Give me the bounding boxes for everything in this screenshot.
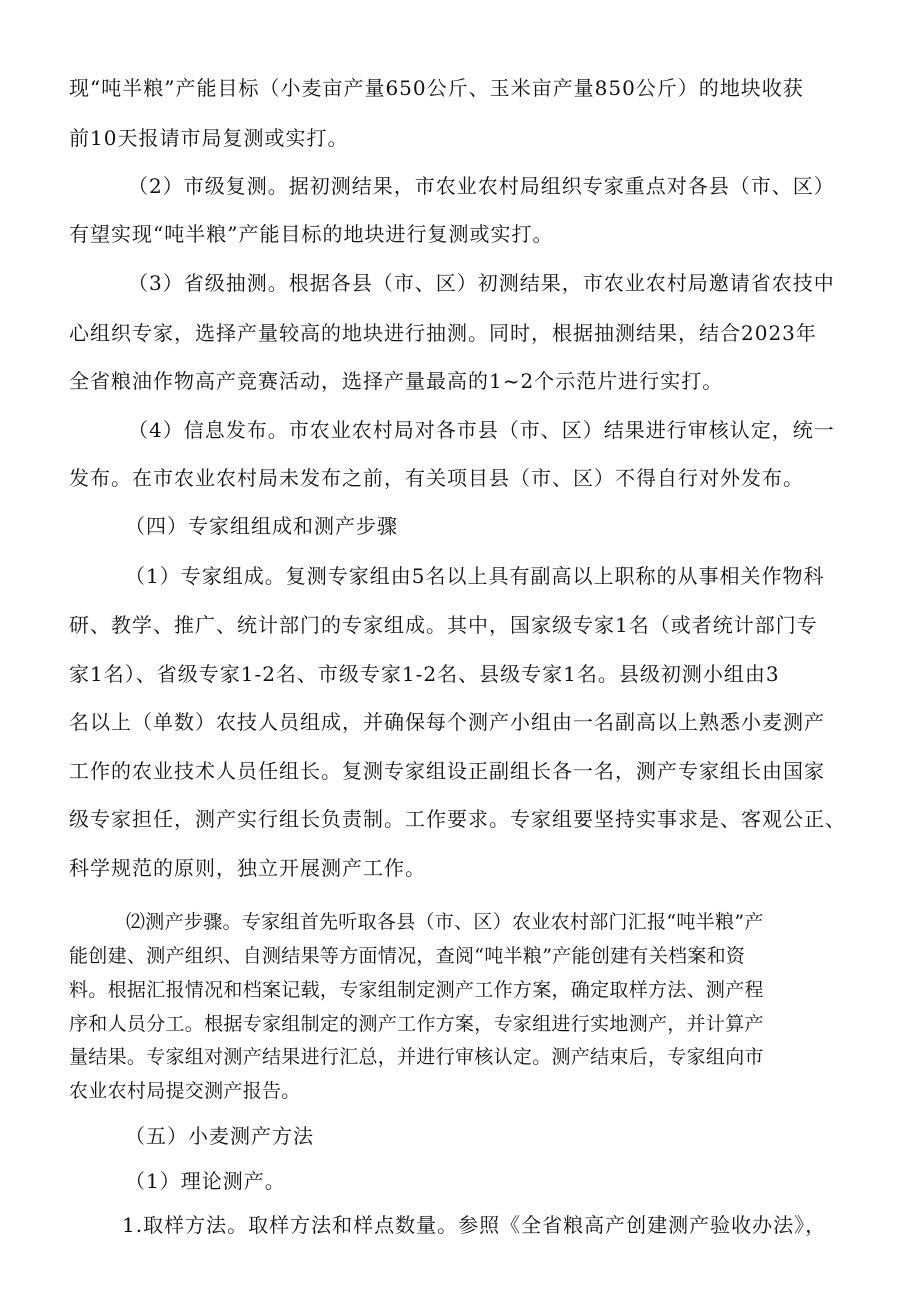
text-line: （3）省级抽测。根据各县（市、区）初测结果，市农业农村局邀请省农技中 — [128, 271, 835, 295]
text-line: 全省粮油作物高产竞赛活动，选择产量最高的1~2个示范片进行实打。 — [69, 369, 724, 393]
text-line: （2）市级复测。据初测结果，市农业农村局组织专家重点对各县（市、区） — [128, 174, 835, 198]
text-line: 前10天报请市局复测或实打。 — [69, 126, 349, 150]
text-line: 有望实现“吨半粮”产能目标的地块进行复测或实打。 — [69, 222, 554, 246]
text-line: 量结果。专家组对测产结果进行汇总，并进行审核认定。测产结束后，专家组向市 — [69, 1046, 764, 1068]
section-heading: （四）专家组组成和测产步骤 — [125, 514, 398, 538]
text-line: （4）信息发布。市农业农村局对各市县（市、区）结果进行审核认定，统一 — [128, 418, 835, 442]
text-line: 序和人员分工。根据专家组制定的测产工作方案，专家组进行实地测产，并计算产 — [69, 1013, 764, 1035]
text-line: 研、教学、推广、统计部门的专家组成。其中，国家级专家1名（或者统计部门专 — [69, 613, 818, 637]
text-line: 科学规范的原则，独立开展测产工作。 — [69, 856, 426, 880]
text-line: （1）专家组成。复测专家组由5名以上具有副高以上职称的从事相关作物科 — [125, 564, 825, 588]
subsection-heading: （1）理论测产。 — [125, 1169, 286, 1193]
text-line: 1.取样方法。取样方法和样点数量。参照《全省粮高产创建测产验收办法》， — [122, 1213, 827, 1237]
text-line: 发布。在市农业农村局未发布之前，有关项目县（市、区）不得自行对外发布。 — [69, 466, 804, 490]
text-line: 级专家担任，测产实行组长负责制。工作要求。专家组要坚持实事求是、客观公正、 — [69, 807, 846, 831]
text-line: 现“吨半粮”产能目标（小麦亩产量650公斤、玉米亩产量850公斤）的地块收获 — [69, 76, 804, 100]
text-line: 心组织专家，选择产量较高的地块进行抽测。同时，根据抽测结果，结合2023年 — [69, 321, 817, 345]
text-line: 能创建、测产组织、自测结果等方面情况，查阅“吨半粮”产能创建有关档案和资 — [69, 945, 746, 967]
text-line: 家1名）、省级专家1-2名、市级专家1-2名、县级专家1名。县级初测小组由3 — [69, 662, 780, 686]
text-line: 料。根据汇报情况和档案记载，专家组制定测产工作方案，确定取样方法、测产程 — [69, 979, 764, 1001]
text-line: 名以上（单数）农技人员组成，并确保每个测产小组由一名副高以上熟悉小麦测产 — [69, 710, 825, 734]
text-line: ⑵测产步骤。专家组首先听取各县（市、区）农业农村部门汇报“吨半粮”产 — [126, 911, 764, 933]
section-heading: （五）小麦测产方法 — [125, 1124, 314, 1148]
text-line: 农业农村局提交测产报告。 — [69, 1080, 301, 1102]
text-line: 工作的农业技术人员任组长。复测专家组设正副组长各一名，测产专家组长由国家 — [69, 759, 825, 783]
